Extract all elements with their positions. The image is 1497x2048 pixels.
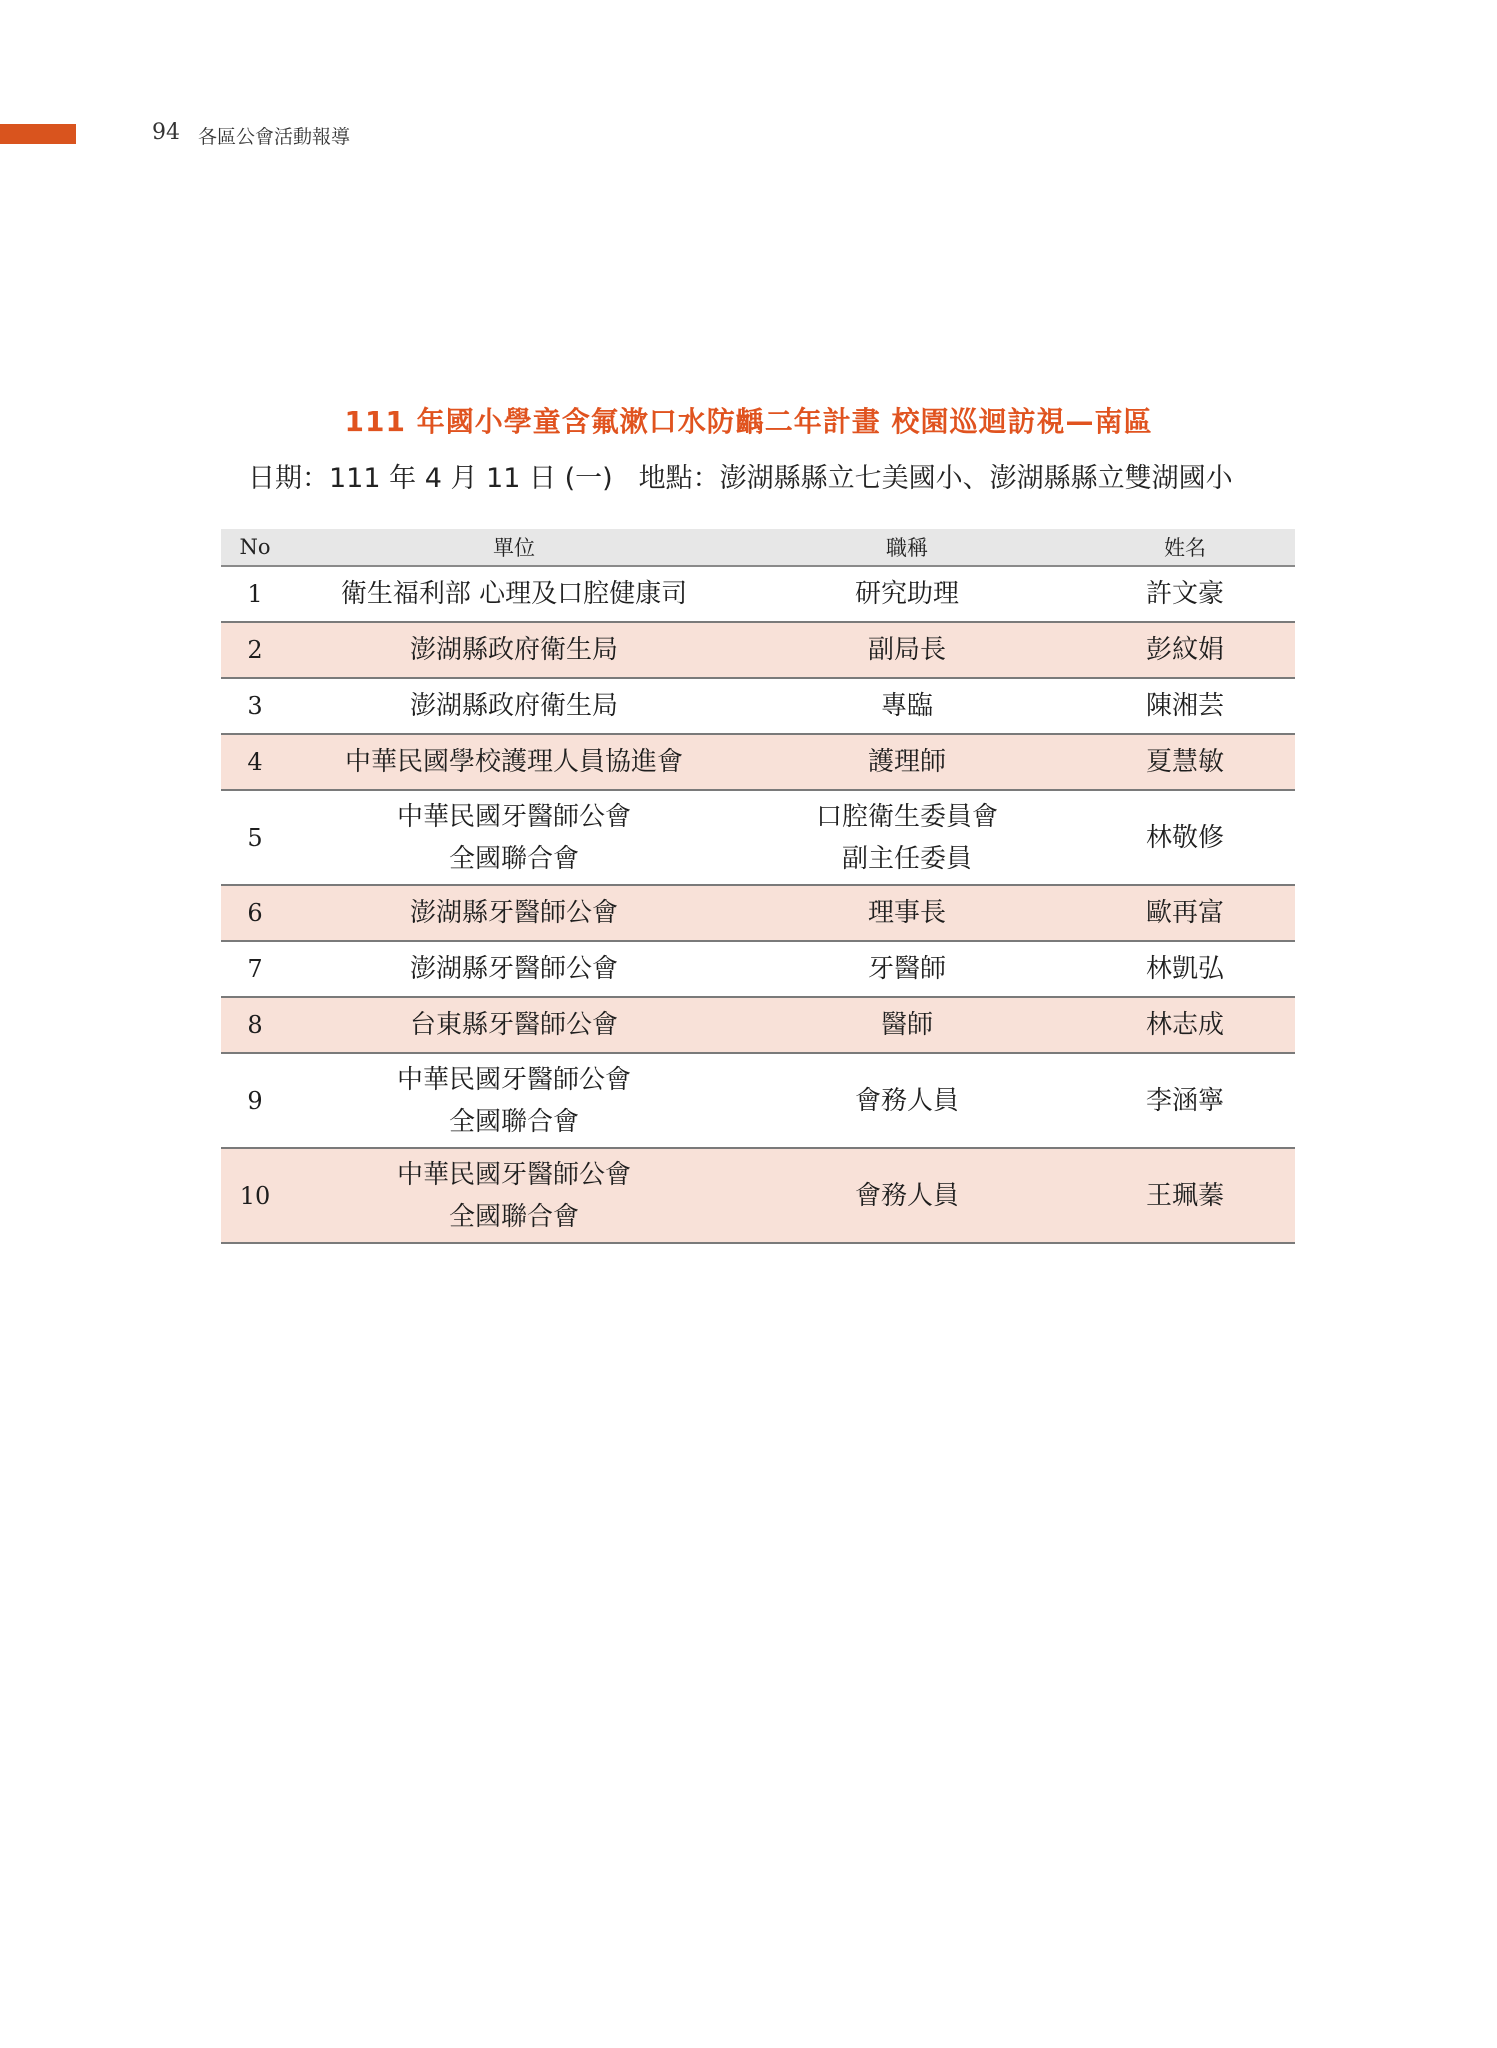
column-header-no: No <box>221 529 289 566</box>
table-row <box>221 885 1295 941</box>
row-name: 林志成 <box>1075 997 1295 1053</box>
row-unit: 台東縣牙醫師公會 <box>289 997 739 1053</box>
section-name: 各區公會活動報導 <box>198 126 351 148</box>
row-name: 歐再富 <box>1075 885 1295 941</box>
table-row <box>221 941 1295 997</box>
row-no: 4 <box>221 734 289 790</box>
row-name: 陳湘芸 <box>1075 678 1295 734</box>
table-row <box>221 1148 1295 1243</box>
row-position: 護理師 <box>739 734 1075 790</box>
row-unit: 澎湖縣牙醫師公會 <box>289 885 739 941</box>
row-position: 研究助理 <box>739 566 1075 622</box>
table-row <box>221 734 1295 790</box>
table-row <box>221 997 1295 1053</box>
table-row <box>221 566 1295 622</box>
row-name: 夏慧敏 <box>1075 734 1295 790</box>
row-unit: 澎湖縣政府衛生局 <box>289 678 739 734</box>
row-name: 王珮蓁 <box>1075 1148 1295 1243</box>
row-no: 5 <box>221 790 289 885</box>
row-name: 許文豪 <box>1075 566 1295 622</box>
header-accent-bar <box>0 124 76 144</box>
row-no: 6 <box>221 885 289 941</box>
event-date: 日期：111 年 4 月 11 日 (一) <box>248 463 613 494</box>
column-header-position: 職稱 <box>739 529 1075 566</box>
row-position: 牙醫師 <box>739 941 1075 997</box>
row-name: 李涵寧 <box>1075 1053 1295 1148</box>
row-no: 8 <box>221 997 289 1053</box>
event-location: 地點：澎湖縣縣立七美國小、澎湖縣縣立雙湖國小 <box>638 463 1233 494</box>
row-position: 專臨 <box>739 678 1075 734</box>
table-row <box>221 678 1295 734</box>
row-unit: 中華民國牙醫師公會 全國聯合會 <box>289 790 739 885</box>
row-name: 林敬修 <box>1075 790 1295 885</box>
document-subtitle <box>248 456 1233 495</box>
row-no: 10 <box>221 1148 289 1243</box>
participant-table <box>221 529 1295 1244</box>
page-number: 94 <box>152 120 180 145</box>
row-position: 理事長 <box>739 885 1075 941</box>
row-unit: 澎湖縣牙醫師公會 <box>289 941 739 997</box>
row-position: 醫師 <box>739 997 1075 1053</box>
row-no: 9 <box>221 1053 289 1148</box>
document-title: 111 年國小學童含氟漱口水防齲二年計畫 校園巡迴訪視—南區 <box>344 405 1153 438</box>
row-unit: 澎湖縣政府衛生局 <box>289 622 739 678</box>
table-row <box>221 790 1295 885</box>
row-unit: 中華民國牙醫師公會 全國聯合會 <box>289 1148 739 1243</box>
table-header-row <box>221 529 1295 566</box>
row-unit: 中華民國學校護理人員協進會 <box>289 734 739 790</box>
row-no: 7 <box>221 941 289 997</box>
row-unit: 中華民國牙醫師公會 全國聯合會 <box>289 1053 739 1148</box>
column-header-unit: 單位 <box>289 529 739 566</box>
row-unit: 衛生福利部 心理及口腔健康司 <box>289 566 739 622</box>
column-header-name: 姓名 <box>1075 529 1295 566</box>
row-name: 林凱弘 <box>1075 941 1295 997</box>
row-no: 1 <box>221 566 289 622</box>
row-position: 會務人員 <box>739 1148 1075 1243</box>
row-name: 彭紋娟 <box>1075 622 1295 678</box>
table-row <box>221 622 1295 678</box>
row-position: 口腔衛生委員會 副主任委員 <box>739 790 1075 885</box>
table-row <box>221 1053 1295 1148</box>
row-position: 會務人員 <box>739 1053 1075 1148</box>
row-no: 2 <box>221 622 289 678</box>
row-no: 3 <box>221 678 289 734</box>
row-position: 副局長 <box>739 622 1075 678</box>
